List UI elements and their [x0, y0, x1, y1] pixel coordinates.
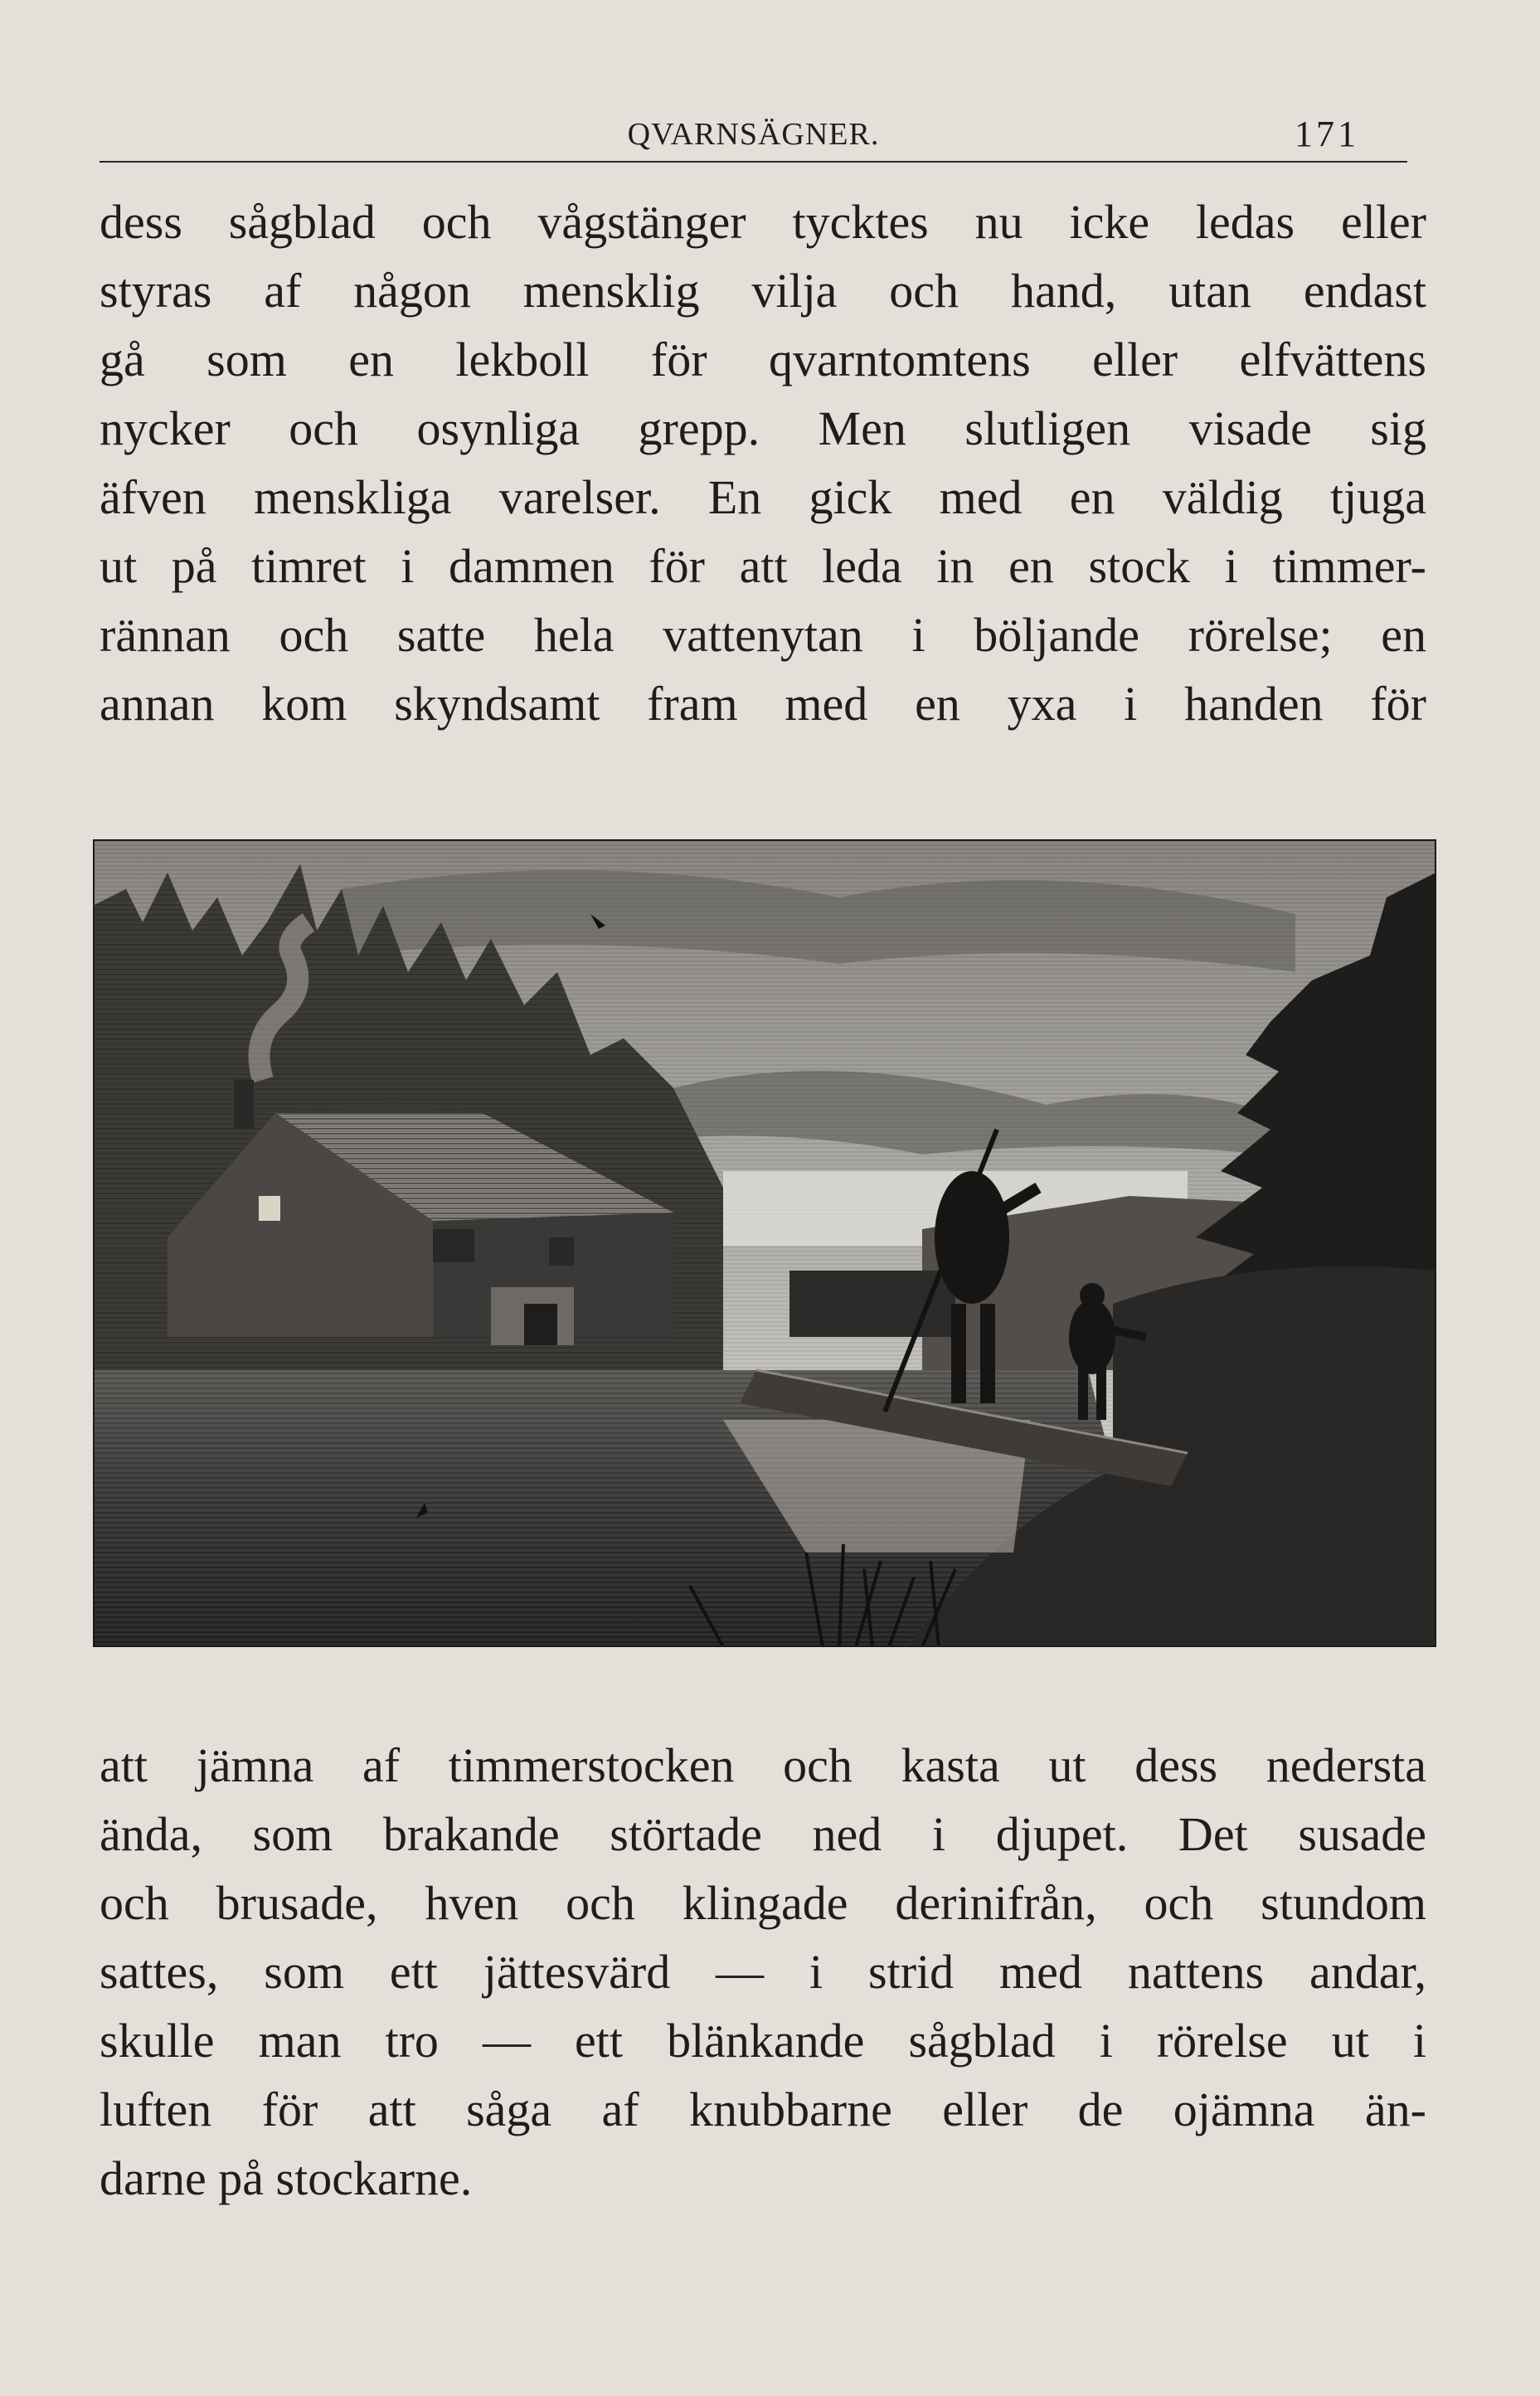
text-line: att jämna af timmerstocken och kasta ut dess nedersta	[100, 1738, 1426, 1792]
page-number: 171	[1295, 114, 1359, 154]
distant-shed	[789, 1271, 955, 1337]
text-line: styras af någon mensklig vilja och hand, utan endast	[100, 264, 1426, 318]
paragraph-top	[100, 187, 1426, 738]
text-line: ända, som brakande störtade ned i djupet. Det susade	[100, 1807, 1426, 1861]
text-line: rännan och satte hela vattenytan i böljande rörelse; en	[100, 608, 1426, 662]
text-line: äfven menskliga varelser. En gick med en väldig tjuga	[100, 470, 1426, 524]
running-title: QVARNSÄGNER.	[627, 117, 880, 152]
text-line: annan kom skyndsamt fram med en yxa i handen för	[100, 677, 1426, 731]
text-line: nycker och osynliga grepp. Men slutligen visade sig	[100, 401, 1426, 455]
paragraph-bottom	[100, 1731, 1426, 2213]
text-line: ut på timret i dammen för att leda in en stock i timmer-	[100, 539, 1426, 593]
text-line: skulle man tro — ett blänkande sågblad i rörelse ut i	[100, 2014, 1426, 2068]
lit-window	[259, 1196, 280, 1221]
text-line: luften för att såga af knubbarne eller de ojämna än-	[100, 2083, 1426, 2136]
engraving-image	[93, 839, 1436, 1647]
running-head	[100, 108, 1407, 163]
illustration-mill-scene	[93, 839, 1436, 1647]
text-line: sattes, som ett jättesvärd — i strid med nattens andar,	[100, 1945, 1426, 1999]
chimney	[234, 1080, 254, 1130]
text-line: darne på stockarne.	[100, 2151, 473, 2205]
text-line: dess sågblad och vågstänger tycktes nu icke ledas eller	[100, 195, 1426, 249]
text-line: gå som en lekboll för qvarntomtens eller elfvättens	[100, 333, 1426, 386]
text-line: och brusade, hven och klingade derinifrån, och stundom	[100, 1876, 1426, 1930]
